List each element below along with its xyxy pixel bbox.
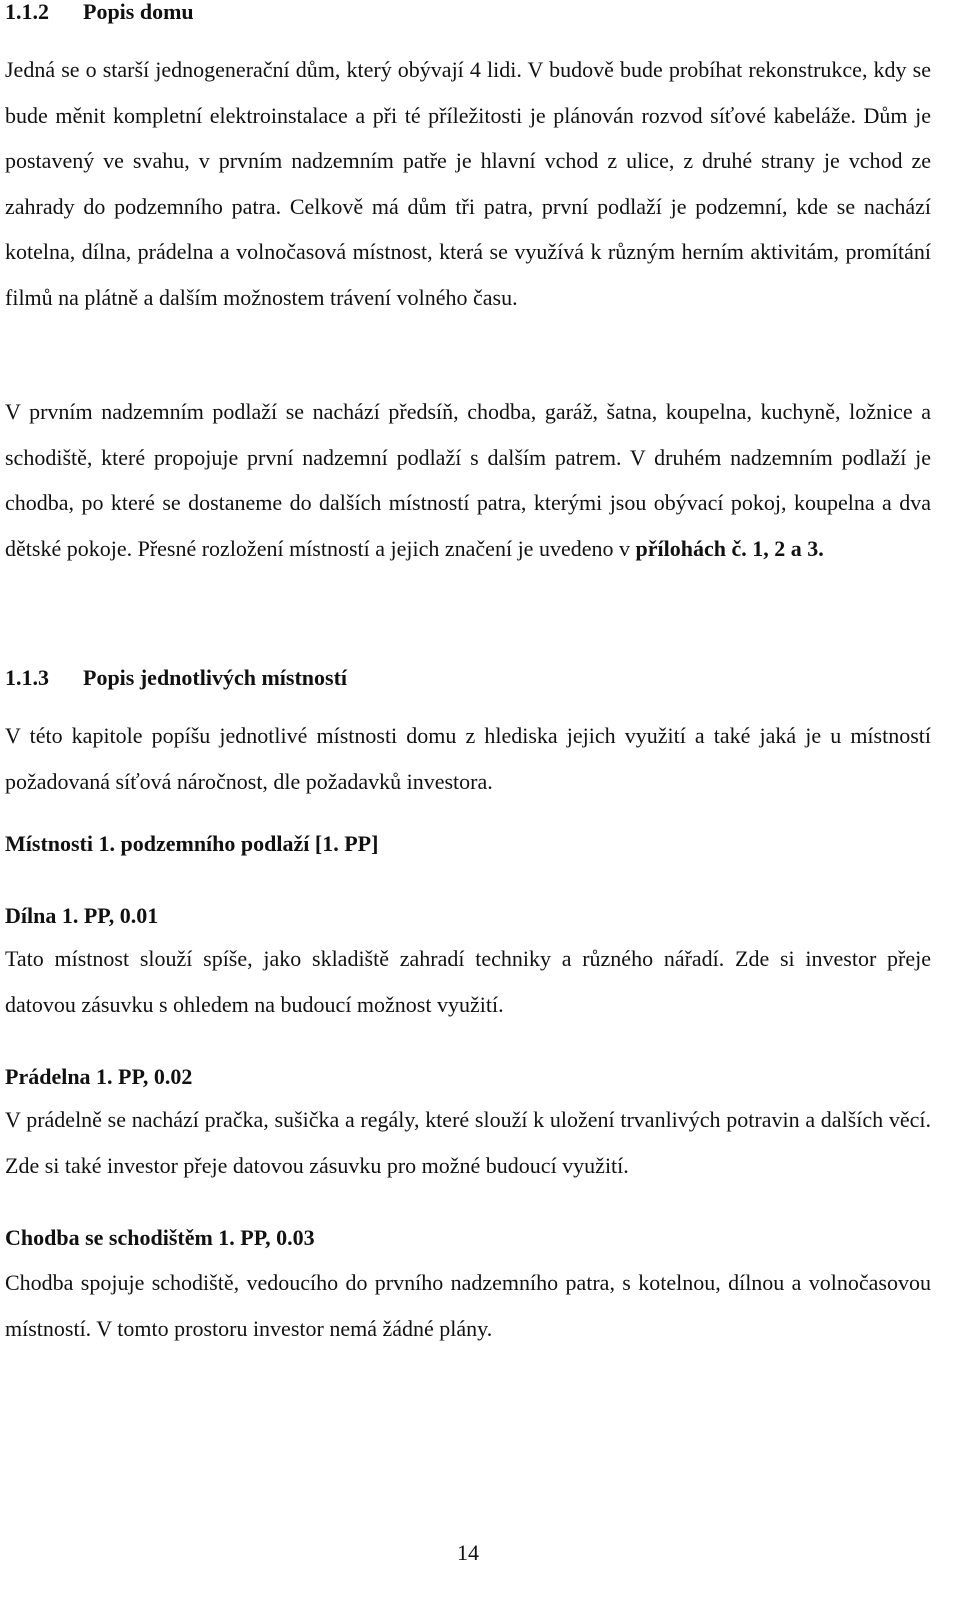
paragraph-text: V prvním nadzemním podlaží se nachází předsíň, chodba, garáž, šatna, koupelna, kuchyně, ložnice a schodiště, které propojuje první nadzemní podlaží s dalším patrem. V druhém nadzemním podlaží je chodba, po které se dostaneme do dalších místností patra, kterými jsou obývací pokoj, koupelna a dva dětské pokoje. Přesné rozložení místností a jejich značení je uvedeno v xyxy=(5,399,931,561)
paragraph-rooms-intro: V této kapitole popíšu jednotlivé místnosti domu z hlediska jejich využití a také jaká je u místností požadovaná síťová náročnost, dle požadavků investora. xyxy=(5,723,931,794)
room-text-chodba: Chodba spojuje schodiště, vedoucího do prvního nadzemního patra, s kotelnou, dílnou a volnočasovou místností. V tomto prostoru investor nemá žádné plány. xyxy=(5,1270,931,1341)
section-title: Popis jednotlivých místností xyxy=(83,665,348,690)
section-number: 1.1.3 xyxy=(5,665,49,690)
section-title: Popis domu xyxy=(83,0,194,24)
room-text-dilna: Tato místnost slouží spíše, jako skladiště zahradí techniky a různého nářadí. Zde si investor přeje datovou zásuvku s ohledem na budoucí možnost využití. xyxy=(5,946,931,1017)
appendix-reference: přílohách č. 1, 2 a 3. xyxy=(635,535,824,561)
room-text-pradelna: V prádelně se nachází pračka, sušička a regály, které slouží k uložení trvanlivých potravin a dalších věcí. Zde si také investor přeje datovou zásuvku pro možné budoucí využití. xyxy=(5,1107,931,1178)
room-title-chodba: Chodba se schodištěm 1. PP, 0.03 xyxy=(5,1225,315,1250)
room-title-pradelna: Prádelna 1. PP, 0.02 xyxy=(5,1064,193,1089)
section-heading-1-1-2 xyxy=(5,0,194,25)
section-number: 1.1.2 xyxy=(5,0,49,24)
paragraph-house-description: Jedná se o starší jednogenerační dům, který obývají 4 lidi. V budově bude probíhat rekonstrukce, kdy se bude měnit kompletní elektroinstalace a při té příležitosti je plánován rozvod síťové kabeláže. Dům je postavený ve svahu, v prvním nadzemním patře je hlavní vchod z ulice, z druhé strany je vchod ze zahrady do podzemního patra. Celkově má dům tři patra, první podlaží je podzemní, kde se nachází kotelna, dílna, prádelna a volnočasová místnost, která se využívá k různým herním aktivitám, promítání filmů na plátně a dalším možnostem trávení volného času. xyxy=(5,57,931,310)
room-title-dilna: Dílna 1. PP, 0.01 xyxy=(5,903,159,928)
floor-heading: Místnosti 1. podzemního podlaží [1. PP] xyxy=(5,831,379,856)
section-heading-1-1-3 xyxy=(5,665,347,691)
page-number: 14 xyxy=(457,1540,479,1565)
paragraph-floors-description xyxy=(5,389,931,571)
